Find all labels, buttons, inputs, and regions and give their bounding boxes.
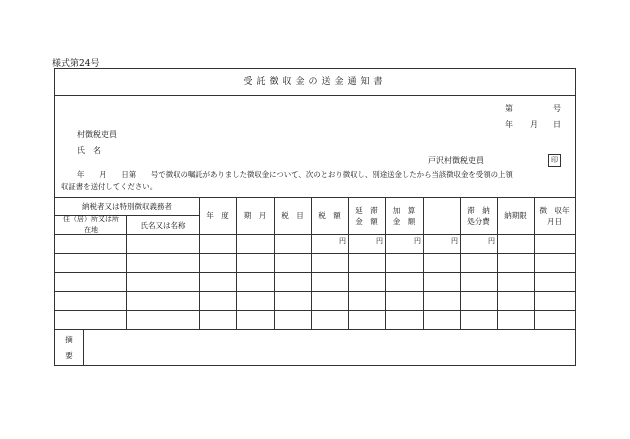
form-number: 様式第24号 xyxy=(52,59,100,69)
yen-unit-arrears-fee: 円 xyxy=(488,237,495,245)
sender-official: 戸沢村徴税吏員 xyxy=(428,156,484,165)
remarks-divider xyxy=(83,329,84,365)
doc-number-suffix: 号 xyxy=(553,104,561,113)
yen-unit-tax-amount: 円 xyxy=(339,237,346,245)
arrears-fee-header-text: 滞 納処分費 xyxy=(467,205,490,226)
yen-unit-blank: 円 xyxy=(451,237,458,245)
yen-unit-additional-tax: 円 xyxy=(414,237,421,245)
collection-date-header-text: 徴 収年月日 xyxy=(539,205,570,226)
deadline-header: 納期限 xyxy=(504,211,527,220)
tax-item-header: 税 目 xyxy=(281,211,304,220)
collection-date-header xyxy=(534,197,575,234)
tax-amount-header: 税 額 xyxy=(318,211,341,220)
body-text-line2: 収証書を送付してください。 xyxy=(61,182,158,191)
doc-number-prefix: 第 xyxy=(505,104,513,113)
remarks-label xyxy=(55,331,83,365)
fiscal-year-header: 年 度 xyxy=(206,211,229,220)
late-fee-header xyxy=(348,197,385,234)
address-header-text: 住（居）所又は所在地 xyxy=(63,215,119,234)
period-header: 期 月 xyxy=(243,211,267,220)
seal-mark: 印 xyxy=(548,154,561,167)
notice-form xyxy=(54,68,576,366)
col-line xyxy=(423,197,424,329)
remarks-label-text: 摘要 xyxy=(65,335,73,360)
address-header xyxy=(57,216,125,234)
taxpayer-header: 納税者又は特別徴収義務者 xyxy=(82,201,172,211)
body-text-line1: 年 月 日第 号で徴収の嘱託がありました徴収金について、次のとおり徴収し、別途送金したから当該徴収金を受領の上領 xyxy=(77,170,513,179)
addressee-office: 村徴税吏員 xyxy=(77,130,117,139)
table-bottom-line xyxy=(55,329,575,330)
late-fee-header-text: 延 滞金 額 xyxy=(355,205,378,226)
date-month: 月 xyxy=(530,120,538,129)
yen-unit-late-fee: 円 xyxy=(376,237,383,245)
additional-tax-header xyxy=(385,197,423,234)
additional-tax-header-text: 加 算金 額 xyxy=(392,205,416,226)
date-day: 日 xyxy=(553,120,561,129)
date-year: 年 xyxy=(505,120,513,129)
form-title: 受託徴収金の送金通知書 xyxy=(55,69,575,96)
arrears-fee-header xyxy=(460,197,497,234)
addressee-name: 氏 名 xyxy=(77,146,101,155)
name-header: 氏名又は名称 xyxy=(140,220,186,230)
